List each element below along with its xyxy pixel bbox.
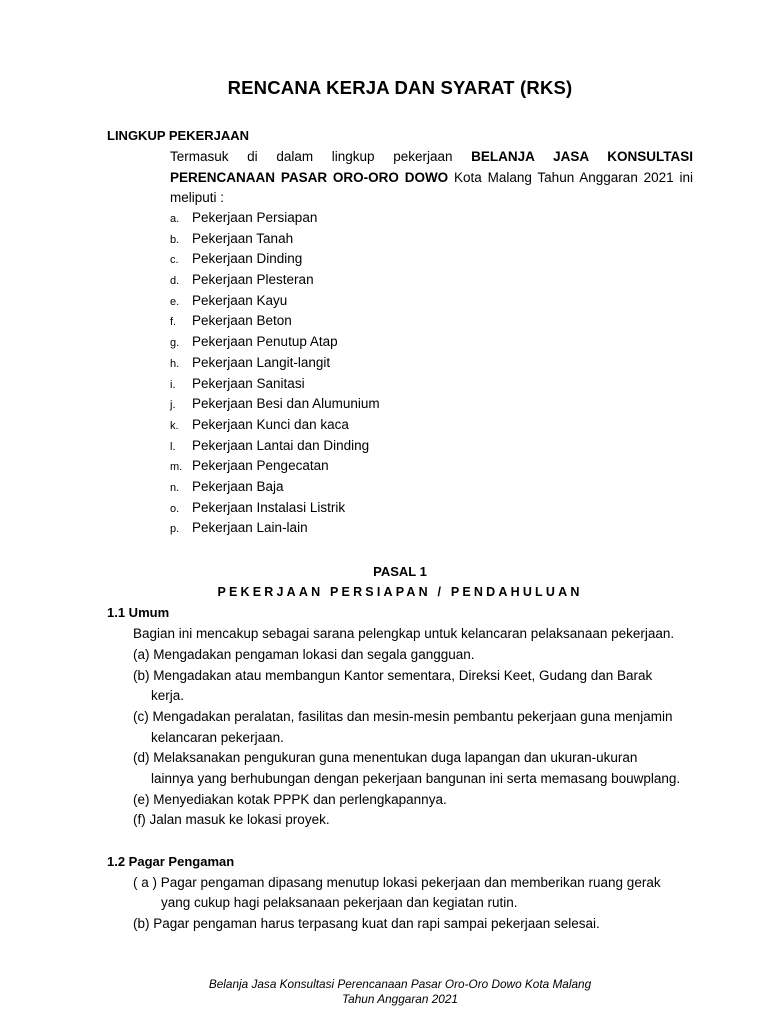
scope-item-text: Pekerjaan Langit-langit <box>192 354 331 370</box>
section-1-1-item-c-line1: (c) Mengadakan peralatan, fasilitas dan mesin-mesin pembantu pekerjaan guna menjamin <box>133 709 673 724</box>
section-1-1-intro: Bagian ini mencakup sebagai sarana pelengkap untuk kelancaran pelaksanaan pekerjaan. <box>133 626 675 641</box>
scope-intro-pre: Termasuk di dalam lingkup pekerjaan <box>170 149 472 164</box>
scope-list-item <box>170 498 380 519</box>
section-1-1-item-b-line1: (b) Mengadakan atau membangun Kantor sementara, Direksi Keet, Gudang dan Barak <box>133 668 653 683</box>
scope-item-text: Pekerjaan Lantai dan Dinding <box>192 437 370 453</box>
scope-heading: LINGKUP PEKERJAAN <box>107 128 250 143</box>
section-1-1-item-b-line2: kerja. <box>151 688 185 703</box>
scope-intro-project: BELANJA JASA KONSULTASI PERENCANAAN PASAR ORO-ORO DOWO <box>170 149 694 185</box>
section-1-1-item-e: (e) Menyediakan kotak PPPK dan perlengkapannya. <box>133 792 447 807</box>
section-1-1-heading: 1.1 Umum <box>107 605 170 620</box>
scope-item-text: Pekerjaan Plesteran <box>192 272 314 288</box>
scope-intro <box>170 147 693 209</box>
scope-list-item <box>170 353 380 374</box>
footer-line-1: Belanja Jasa Konsultasi Perencanaan Pasar Oro-Oro Dowo Kota Malang <box>208 977 592 991</box>
scope-item-letter: b. <box>170 233 180 246</box>
scope-item-text: Pekerjaan Kunci dan kaca <box>192 416 349 432</box>
scope-item-text: Pekerjaan Baja <box>192 478 284 494</box>
scope-item-text: Pekerjaan Instalasi Listrik <box>192 499 346 515</box>
scope-list-item <box>170 229 380 250</box>
section-1-2-item-a-line2: yang cukup hagi pelaksanaan pekerjaan dan kegiatan rutin. <box>161 895 518 910</box>
scope-item-text: Pekerjaan Lain-lain <box>192 520 308 536</box>
document-title: RENCANA KERJA DAN SYARAT (RKS) <box>227 77 573 98</box>
section-1-1-item-f: (f) Jalan masuk ke lokasi proyek. <box>133 812 330 827</box>
scope-item-text: Pekerjaan Beton <box>192 313 292 329</box>
scope-item-letter: m. <box>170 461 183 474</box>
section-1-1-item-a: (a) Mengadakan pengaman lokasi dan segala gangguan. <box>133 647 475 662</box>
scope-list-item <box>170 456 380 477</box>
scope-item-letter: l. <box>170 440 176 453</box>
section-1-2-heading: 1.2 Pagar Pengaman <box>107 854 235 869</box>
scope-item-text: Pekerjaan Kayu <box>192 292 288 308</box>
scope-item-text: Pekerjaan Tanah <box>192 230 294 246</box>
scope-intro-post: Kota Malang Tahun Anggaran 2021 ini meliputi : <box>170 169 693 206</box>
section-1-2-item-a-line1: ( a ) Pagar pengaman dipasang menutup lokasi pekerjaan dan memberikan ruang gerak <box>133 875 661 890</box>
scope-item-letter: e. <box>170 295 180 308</box>
scope-list-item <box>170 311 380 332</box>
pasal-title: PEKERJAAN PERSIAPAN / PENDAHULUAN <box>217 585 583 599</box>
scope-list-item <box>170 249 380 270</box>
footer-line-2: Tahun Anggaran 2021 <box>342 992 458 1006</box>
scope-list-item <box>170 436 380 457</box>
scope-list-item <box>170 332 380 353</box>
scope-list-item <box>170 394 380 415</box>
scope-item-text: Pekerjaan Persiapan <box>192 210 318 225</box>
scope-item-letter: h. <box>170 357 180 370</box>
scope-item-text: Pekerjaan Sanitasi <box>192 375 305 391</box>
scope-item-text: Pekerjaan Penutup Atap <box>192 334 338 350</box>
scope-list-item <box>170 208 380 229</box>
page-footer <box>0 977 768 1007</box>
scope-list-item <box>170 374 380 395</box>
section-1-1-item-c-line2: kelancaran pekerjaan. <box>151 730 284 745</box>
scope-item-letter: g. <box>170 337 180 350</box>
scope-list-item <box>170 518 380 539</box>
scope-list-item <box>170 477 380 498</box>
scope-list-item <box>170 291 380 312</box>
scope-item-letter: f. <box>170 316 177 329</box>
scope-item-text: Pekerjaan Pengecatan <box>192 458 329 474</box>
scope-item-letter: p. <box>170 523 180 536</box>
section-1-1-item-d-line1: (d) Melaksanakan pengukuran guna menentukan duga lapangan dan ukuran-ukuran <box>133 750 638 765</box>
scope-list-item <box>170 415 380 436</box>
scope-item-letter: a. <box>170 213 180 225</box>
scope-list-item <box>170 270 380 291</box>
scope-item-text: Pekerjaan Dinding <box>192 251 303 267</box>
scope-list <box>170 208 380 539</box>
scope-item-letter: k. <box>170 419 179 432</box>
section-1-2-item-b: (b) Pagar pengaman harus terpasang kuat dan rapi sampai pekerjaan selesai. <box>133 916 600 931</box>
scope-item-text: Pekerjaan Besi dan Alumunium <box>192 396 380 412</box>
scope-item-letter: d. <box>170 275 180 288</box>
scope-item-letter: n. <box>170 481 180 494</box>
scope-item-letter: j. <box>170 399 176 412</box>
pasal-number: PASAL 1 <box>373 564 427 579</box>
scope-item-letter: i. <box>170 378 176 391</box>
scope-item-letter: o. <box>170 502 180 515</box>
section-1-1-item-d-line2: lainnya yang berhubungan dengan pekerjaan bangunan ini serta memasang bouwplang. <box>151 771 681 786</box>
scope-item-letter: c. <box>170 254 179 267</box>
